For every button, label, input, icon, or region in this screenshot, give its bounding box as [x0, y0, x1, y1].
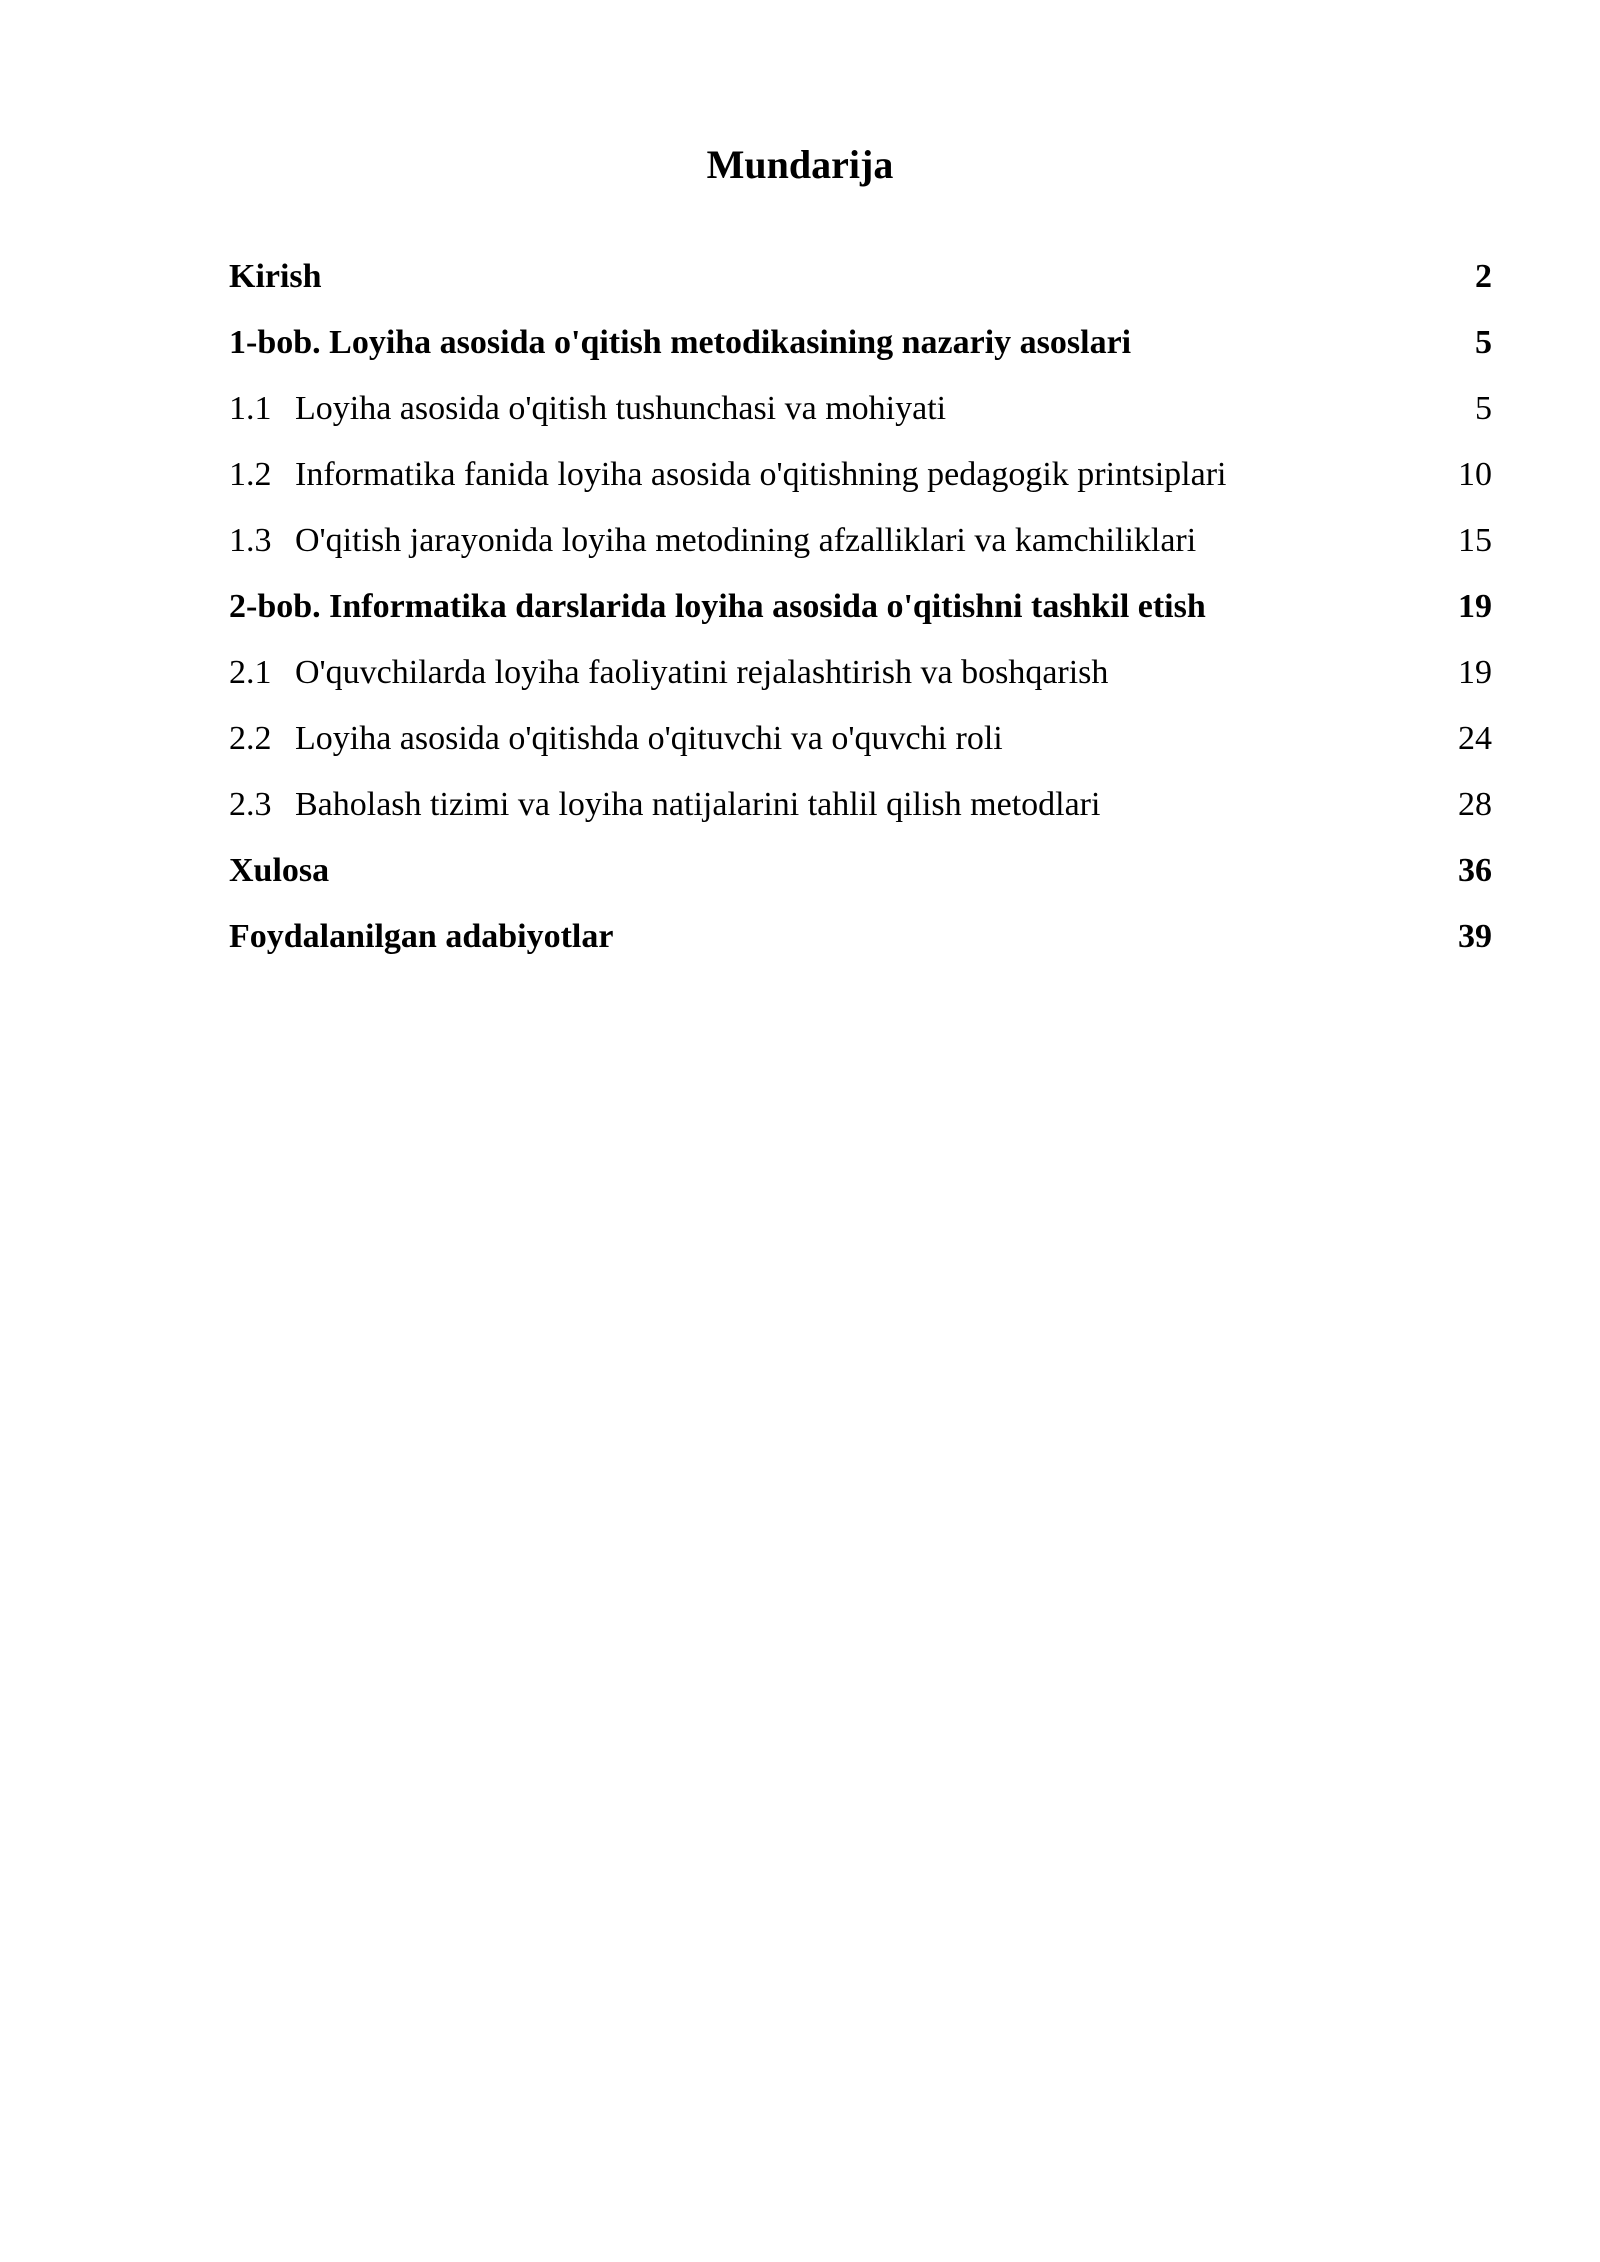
toc-entry-label: Informatika fanida loyiha asosida o'qitishning pedagogik printsiplari [295, 456, 1227, 493]
toc-entry-text [229, 588, 1422, 626]
toc-entry-text [229, 852, 1422, 890]
toc-entry-label: Foydalanilgan adabiyotlar [229, 918, 611, 955]
toc-entry[interactable] [229, 904, 1492, 970]
toc-entry-label: 2-bob. Informatika darslarida loyiha asosida o'qitishni tashkil etish [229, 588, 1206, 625]
toc-page-number: 39 [1458, 918, 1492, 955]
page-title: Mundarija [706, 142, 894, 187]
toc-page-number: 28 [1458, 786, 1492, 823]
toc-page-number: 24 [1458, 720, 1492, 757]
toc-page-number: 5 [1475, 324, 1492, 361]
toc-page-number: 19 [1458, 588, 1492, 625]
toc-entry[interactable] [229, 442, 1492, 508]
toc-entry[interactable] [229, 838, 1492, 904]
toc-entry[interactable] [229, 376, 1492, 442]
toc-page-number: 15 [1458, 522, 1492, 559]
toc-entry-text [229, 918, 1422, 956]
toc-entry-label: Xulosa [229, 852, 330, 889]
toc-entry-text [229, 390, 1422, 428]
toc-page-number: 2 [1475, 258, 1492, 295]
toc-entry-label: Loyiha asosida o'qitish tushunchasi va mohiyati [295, 390, 947, 427]
toc-entry[interactable] [229, 244, 1492, 310]
toc-entry[interactable] [229, 772, 1492, 838]
toc-entry-number: 1.1 [229, 390, 272, 427]
toc-entry-number: 1.3 [229, 522, 272, 559]
toc-entry-text [229, 720, 1422, 758]
toc-entry-text [229, 258, 1422, 296]
toc-entry-label: Kirish [229, 258, 322, 295]
toc-entry-text [229, 522, 1422, 560]
toc-entry-text [229, 324, 1422, 362]
toc-page-number: 36 [1458, 852, 1492, 889]
toc-entry[interactable] [229, 310, 1492, 376]
toc-entry-number: 1.2 [229, 456, 272, 493]
toc-entry-label: 1-bob. Loyiha asosida o'qitish metodikasining nazariy asoslari [229, 324, 1132, 361]
table-of-contents [229, 244, 1492, 970]
toc-page-number: 10 [1458, 456, 1492, 493]
toc-entry[interactable] [229, 574, 1492, 640]
toc-page-number: 19 [1458, 654, 1492, 691]
toc-entry[interactable] [229, 706, 1492, 772]
toc-entry-label: O'qitish jarayonida loyiha metodining afzalliklari va kamchiliklari [295, 522, 1197, 559]
toc-entry[interactable] [229, 508, 1492, 574]
toc-entry-number: 2.3 [229, 786, 272, 823]
toc-entry-label: Loyiha asosida o'qitishda o'qituvchi va o'quvchi roli [295, 720, 1003, 757]
toc-entry-label: O'quvchilarda loyiha faoliyatini rejalashtirish va boshqarish [295, 654, 1109, 691]
toc-entry-text [229, 456, 1422, 494]
toc-entry-number: 2.1 [229, 654, 272, 691]
toc-page-number: 5 [1475, 390, 1492, 427]
toc-entry-text [229, 654, 1422, 692]
toc-entry-label: Baholash tizimi va loyiha natijalarini tahlil qilish metodlari [295, 786, 1101, 823]
toc-entry[interactable] [229, 640, 1492, 706]
toc-entry-number: 2.2 [229, 720, 272, 757]
toc-entry-text [229, 786, 1422, 824]
